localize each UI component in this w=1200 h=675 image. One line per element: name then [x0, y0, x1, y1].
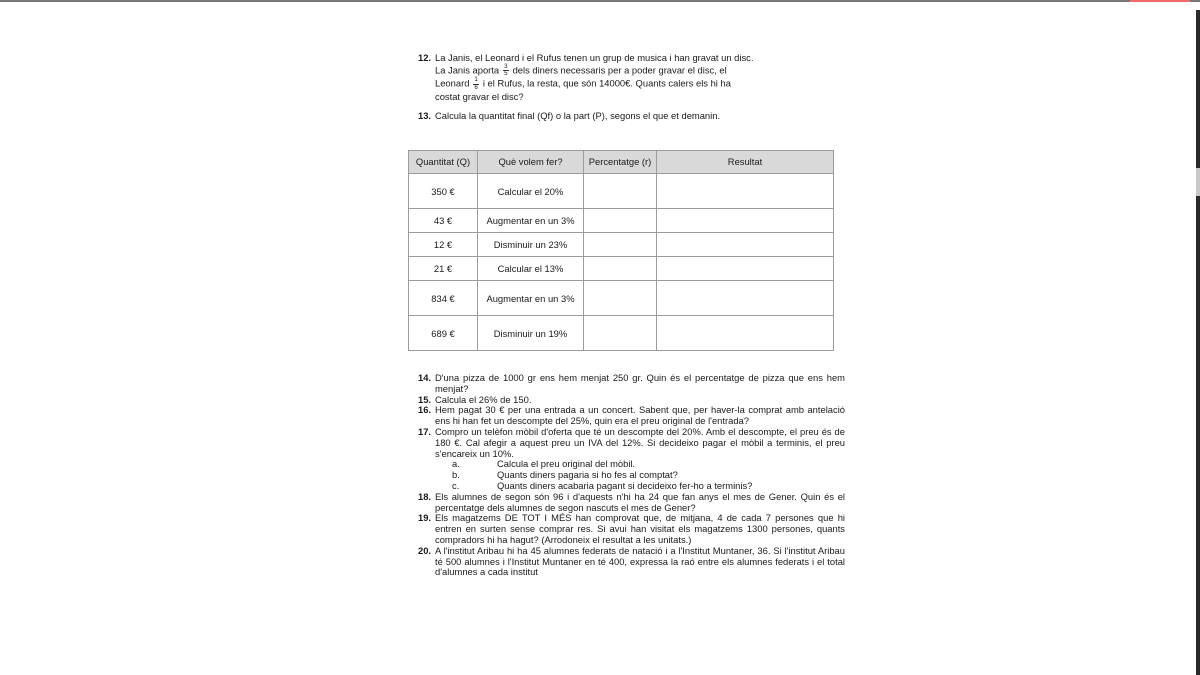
cell-resultat — [657, 209, 834, 233]
cell-quantitat: 43 € — [409, 209, 478, 233]
fraction-1-6: $\frac{1}{6}$ — [474, 76, 478, 91]
cell-percentatge — [584, 174, 657, 209]
table-row — [409, 233, 834, 257]
cell-resultat — [657, 233, 834, 257]
cell-percentatge — [584, 281, 657, 316]
cell-quantitat: 834 € — [409, 281, 478, 316]
col-header-que-volem-fer: Què volem fer? — [478, 151, 584, 174]
table-row — [409, 209, 834, 233]
col-header-percentatge: Percentatge (r) — [584, 151, 657, 174]
question-17-b: b. Quants diners pagaria si ho fes al comptat? — [452, 469, 678, 481]
question-number: 13. — [418, 109, 432, 121]
question-14: 14. D'una pizza de 1000 gr ens hem menjat 250 gr. Quin és el percentatge de pizza que ens hem menjat? — [418, 372, 845, 394]
question-17-a: a. Calcula el preu original del mòbil. — [452, 458, 636, 470]
question-13 — [405, 110, 845, 122]
top-window-edge — [0, 0, 1200, 2]
cell-quantitat: 350 € — [409, 174, 478, 209]
top-accent — [1130, 0, 1190, 2]
table-row — [409, 316, 834, 351]
question-18: 18. Els alumnes de segon són 96 i d'aquests n'hi ha 24 que fan anys el mes de Gener. Quin és el percentatge dels alumnes de segon nascuts el mes de Gener? — [418, 490, 845, 513]
percentage-table — [408, 150, 834, 351]
table-row — [409, 174, 834, 209]
cell-resultat — [657, 257, 834, 281]
col-header-quantitat: Quantitat (Q) — [409, 151, 478, 174]
question-text: La Janis, el Leonard i el Rufus tenen un grup de musica i han gravat un disc. La Janis aporta $\frac{3}{5}$ dels diners necessaris per a poder gravar el disc, el Leonard $\frac{1}{6}$ i el Rufus, la resta, que són 14000€. Quants calers els hi ha costat gravar el disc? — [435, 52, 754, 103]
col-header-resultat: Resultat — [657, 151, 834, 174]
question-17-c: c. Quants diners acabaria pagant si decideixo fer-ho a terminis? — [452, 479, 753, 491]
cell-percentatge — [584, 257, 657, 281]
cell-action: Disminuir un 23% — [478, 233, 584, 257]
cell-action: Calcular el 20% — [478, 174, 584, 209]
cell-resultat — [657, 316, 834, 351]
scrollbar-thumb[interactable] — [1196, 168, 1200, 196]
question-17: 17. Compro un telèfon mòbil d'oferta que té un descompte del 20%. Amb el descompte, el preu és de 180 €. Cal afegir a aquest preu un IVA del 12%. Si decideixo pagar el mòbil a terminis, el preu s'encareix un 10%. — [418, 425, 845, 459]
cell-percentatge — [584, 316, 657, 351]
cell-resultat — [657, 281, 834, 316]
question-12 — [405, 52, 845, 103]
document-page — [405, 52, 845, 121]
question-16: 16. Hem pagat 30 € per una entrada a un concert. Sabent que, per haver-la comprat amb antelació ens hi han fet un descompte del 25%, quin era el preu original de l'entrada? — [418, 404, 845, 427]
cell-action: Calcular el 13% — [478, 257, 584, 281]
cell-quantitat: 12 € — [409, 233, 478, 257]
table-row — [409, 257, 834, 281]
question-text: Calcula la quantitat final (Qf) o la part (P), segons el que et demanin. — [435, 109, 721, 121]
questions-list — [405, 373, 845, 578]
question-15: 15. Calcula el 26% de 150. — [418, 393, 532, 405]
question-number: 12. — [418, 52, 432, 63]
cell-action: Augmentar en un 3% — [478, 209, 584, 233]
cell-quantitat: 689 € — [409, 316, 478, 351]
cell-percentatge — [584, 209, 657, 233]
cell-resultat — [657, 174, 834, 209]
vertical-scrollbar[interactable] — [1196, 10, 1200, 675]
cell-quantitat: 21 € — [409, 257, 478, 281]
table-row — [409, 281, 834, 316]
cell-percentatge — [584, 233, 657, 257]
cell-action: Disminuir un 19% — [478, 316, 584, 351]
question-20: 20. A l'institut Aribau hi ha 45 alumnes federats de natació i a l'Institut Muntaner, 36. Si l'institut Aribau té 500 alumnes i l'Institut Muntaner en té 400, expressa la raó entre els alumnes federats i el total d'alumnes a cada institut — [418, 544, 845, 578]
question-19: 19. Els magatzems DE TOT I MÉS han comprovat que, de mitjana, 4 de cada 7 persones que hi entren en surten sense comprar res. Si avui han visitat els magatzems 1300 persones, quants compradors hi ha hagut? (Arrodoneix el resultat a les unitats.) — [418, 512, 845, 545]
cell-action: Augmentar en un 3% — [478, 281, 584, 316]
fraction-3-5: $\frac{3}{5}$ — [504, 62, 508, 77]
